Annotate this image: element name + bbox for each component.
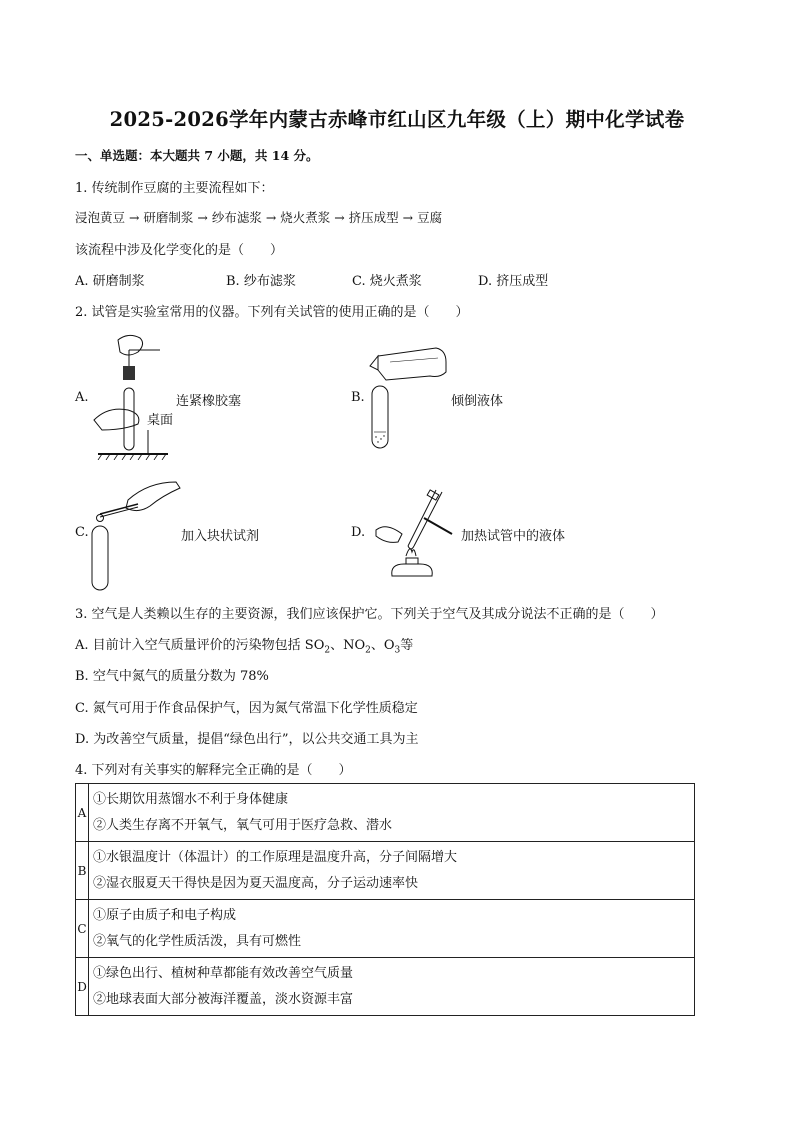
row-item: ②地球表面大部分被海洋覆盖，淡水资源丰富 <box>93 991 354 1007</box>
q3-stem: 3. 空气是人类赖以生存的主要资源，我们应该保护它。下列关于空气及其成分说法不正确的是（ ） <box>75 607 664 622</box>
q2-option-a-sublabel: 桌面 <box>147 413 174 428</box>
row-item: ①绿色出行、植树种草都能有效改善空气质量 <box>93 965 354 981</box>
section-heading: 一、单选题：本大题共 7 小题，共 14 分。 <box>75 148 319 163</box>
row-item: ②人类生存离不开氧气，氧气可用于医疗急救、潜水 <box>93 817 393 833</box>
row-content <box>89 958 695 1016</box>
table-row <box>76 958 695 1016</box>
heat-liquid-diagram <box>362 484 462 584</box>
row-content <box>89 900 695 958</box>
q2-option-d-label: 加热试管中的液体 <box>461 529 566 544</box>
row-content <box>89 842 695 900</box>
pour-liquid-diagram <box>360 342 450 452</box>
add-solid-reagent-diagram <box>88 474 183 592</box>
q1-question: 该流程中涉及化学变化的是（ ） <box>75 243 284 258</box>
rubber-stopper-diagram <box>88 330 178 460</box>
q4-stem: 4. 下列对有关事实的解释完全正确的是（ ） <box>75 763 352 778</box>
q1-stem: 1. 传统制作豆腐的主要流程如下： <box>75 181 274 196</box>
q2-option-b-letter: B. <box>351 390 365 405</box>
row-item: ①长期饮用蒸馏水不利于身体健康 <box>93 791 289 807</box>
row-label: A <box>76 784 89 842</box>
row-item: ①原子由质子和电子构成 <box>93 907 237 923</box>
q3-option-c: C. 氮气可用于作食品保护气，因为氮气常温下化学性质稳定 <box>75 701 418 716</box>
q1-flow: 浸泡黄豆 → 研磨制浆 → 纱布滤浆 → 烧火煮浆 → 挤压成型 → 豆腐 <box>75 210 443 225</box>
q1-option-d: D. 挤压成型 <box>478 274 549 289</box>
table-row <box>76 784 695 842</box>
q2-option-a-letter: A. <box>75 390 89 405</box>
row-label: D <box>76 958 89 1016</box>
table-row <box>76 842 695 900</box>
q1-option-c: C. 烧火煮浆 <box>352 274 422 289</box>
q2-option-c-letter: C. <box>75 525 89 540</box>
q2-option-a-label: 连紧橡胶塞 <box>176 394 242 409</box>
q4-table <box>75 783 695 1016</box>
row-label: C <box>76 900 89 958</box>
row-item: ②湿衣服夏天干得快是因为夏天温度高，分子运动速率快 <box>93 875 419 891</box>
q2-stem: 2. 试管是实验室常用的仪器。下列有关试管的使用正确的是（ ） <box>75 305 469 320</box>
q1-option-a: A. 研磨制浆 <box>75 274 145 289</box>
q3-option-d: D. 为改善空气质量，提倡“绿色出行”，以公共交通工具为主 <box>75 732 419 747</box>
q1-option-b: B. 纱布滤浆 <box>226 274 296 289</box>
row-label: B <box>76 842 89 900</box>
row-content <box>89 784 695 842</box>
page-title: 2025-2026学年内蒙古赤峰市红山区九年级（上）期中化学试卷 <box>109 108 685 131</box>
table-row <box>76 900 695 958</box>
row-item: ②氧气的化学性质活泼，具有可燃性 <box>93 933 302 949</box>
q3-option-b: B. 空气中氮气的质量分数为 78% <box>75 669 269 684</box>
q3-option-a: A. 目前计入空气质量评价的污染物包括 $SO_2$、$NO_2$、$O_3$等 <box>75 638 414 656</box>
q2-option-c-label: 加入块状试剂 <box>181 529 260 544</box>
row-item: ①水银温度计（体温计）的工作原理是温度升高，分子间隔增大 <box>93 849 458 865</box>
q2-option-d-letter: D. <box>351 525 366 540</box>
q2-option-b-label: 倾倒液体 <box>451 394 504 409</box>
